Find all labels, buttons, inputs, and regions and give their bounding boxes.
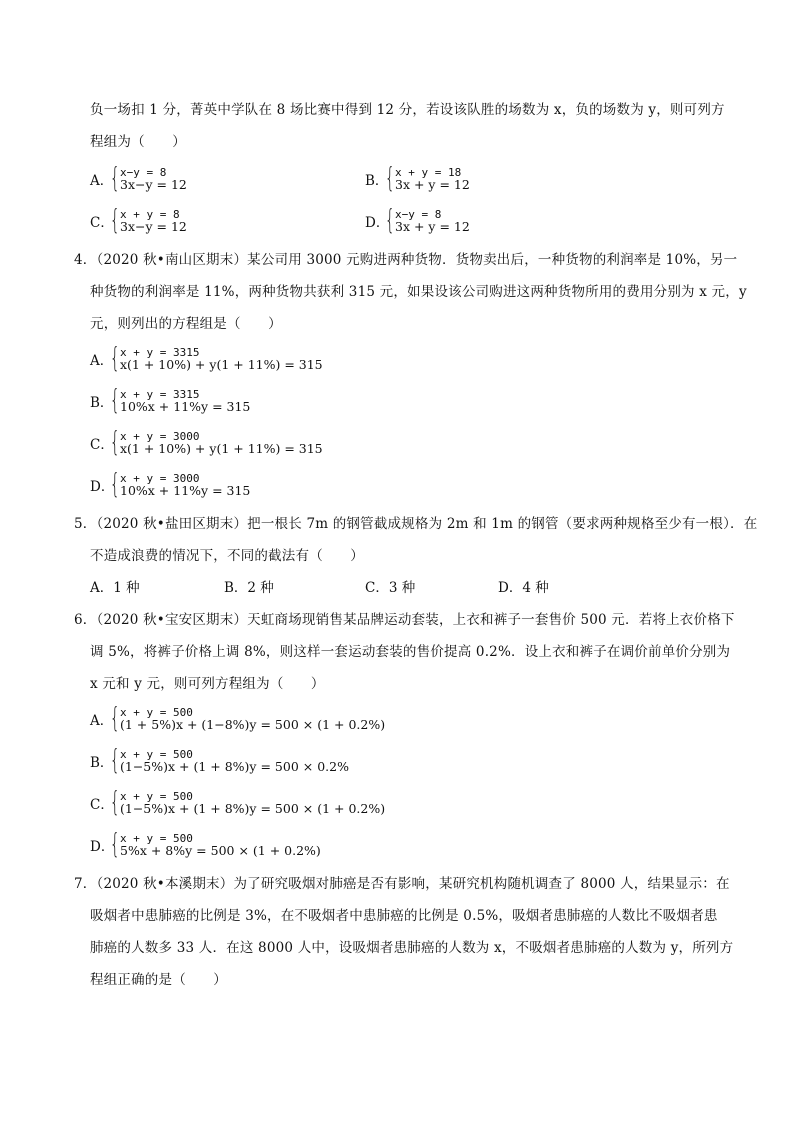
brace-icon: {	[110, 341, 120, 374]
equation-1: x + y = 3315	[120, 346, 200, 359]
equation-2: (1−5%)x + (1 + 8%)y = 500 × (1 + 0.2%)	[120, 801, 386, 816]
brace-icon: {	[385, 203, 395, 236]
option-label: A．	[90, 353, 114, 369]
equation-1: x + y = 8	[120, 208, 180, 221]
option-label: C．	[90, 437, 114, 453]
equation-1: x−y = 8	[395, 208, 442, 221]
q4-line-1: 4．（2020 秋•南山区期末）某公司用 3000 元购进两种货物．货物卖出后，一种货物的利润率是 10%，另一	[74, 252, 738, 268]
equation-1: x + y = 500	[120, 706, 193, 719]
option-label: A．	[90, 713, 114, 729]
equation-1: x−y = 8	[120, 166, 167, 179]
equation-1: x + y = 500	[120, 832, 193, 845]
equation-2: 3x−y = 12	[120, 219, 187, 234]
q5-choice-c[interactable]: C．3 种	[365, 580, 416, 596]
q5-choice-d[interactable]: D．4 种	[498, 580, 549, 596]
q5-line-2: 不造成浪费的情况下，不同的截法有（ ）	[90, 548, 364, 564]
q7-line-1: 7．（2020 秋•本溪期末）为了研究吸烟对肺癌是否有影响，某研究机构随机调查了 8000 人，结果显示：在	[74, 876, 730, 892]
equation-2: x(1 + 10%) + y(1 + 11%) = 315	[120, 357, 323, 372]
brace-icon: {	[110, 383, 120, 416]
option-label: B．	[90, 755, 114, 771]
q4-line-2: 种货物的利润率是 11%，两种货物共获利 315 元，如果设该公司购进这两种货物所用的费用分别为 x 元，y	[90, 284, 747, 300]
q6-line-1: 6．（2020 秋•宝安区期末）天虹商场现销售某品牌运动套装，上衣和裤子一套售价 500 元．若将上衣价格下	[74, 612, 735, 628]
brace-icon: {	[110, 467, 120, 500]
q6-line-2: 调 5%，将裤子价格上调 8%，则这样一套运动套装的售价提高 0.2%．设上衣和裤子在调价前单价分别为	[90, 644, 731, 660]
brace-icon: {	[110, 425, 120, 458]
brace-icon: {	[385, 161, 395, 194]
brace-icon: {	[110, 743, 120, 776]
brace-icon: {	[110, 161, 120, 194]
brace-icon: {	[110, 701, 120, 734]
equation-1: x + y = 18	[395, 166, 462, 179]
option-label: D．	[365, 215, 390, 231]
option-label: A．	[90, 173, 114, 189]
equation-1: x + y = 500	[120, 748, 193, 761]
equation-2: 10%x + 11%y = 315	[120, 399, 251, 414]
q7-line-3: 肺癌的人数多 33 人．在这 8000 人中，设吸烟者患肺癌的人数为 x，不吸烟者患肺癌的人数为 y，所列方	[90, 940, 734, 956]
q3-line-2: 程组为（ ）	[90, 134, 186, 150]
equation-2: x(1 + 10%) + y(1 + 11%) = 315	[120, 441, 323, 456]
equation-2: 3x + y = 12	[395, 219, 470, 234]
option-label: D．	[90, 479, 115, 495]
brace-icon: {	[110, 203, 120, 236]
q6-line-3: x 元和 y 元，则可列方程组为（ ）	[90, 676, 325, 692]
q5-choice-a[interactable]: A．1 种	[90, 580, 140, 596]
option-label: C．	[90, 797, 114, 813]
equation-1: x + y = 500	[120, 790, 193, 803]
q7-line-4: 程组正确的是（ ）	[90, 972, 227, 988]
q5-choice-b[interactable]: B．2 种	[224, 580, 274, 596]
equation-1: x + y = 3000	[120, 430, 200, 443]
equation-2: 10%x + 11%y = 315	[120, 483, 251, 498]
option-label: D．	[90, 839, 115, 855]
equation-2: (1−5%)x + (1 + 8%)y = 500 × 0.2%	[120, 759, 349, 774]
equation-1: x + y = 3000	[120, 472, 200, 485]
q5-line-1: 5．（2020 秋•盐田区期末）把一根长 7m 的钢管截成规格为 2m 和 1m 的钢管（要求两种规格至少有一根）．在	[74, 516, 758, 532]
equation-2: (1 + 5%)x + (1−8%)y = 500 × (1 + 0.2%)	[120, 717, 386, 732]
equation-2: 3x + y = 12	[395, 177, 470, 192]
q3-line-1: 负一场扣 1 分，菁英中学队在 8 场比赛中得到 12 分，若设该队胜的场数为 x，负的场数为 y，则可列方	[90, 102, 725, 118]
q4-line-3: 元，则列出的方程组是（ ）	[90, 316, 282, 332]
option-label: C．	[90, 215, 114, 231]
option-label: B．	[365, 173, 389, 189]
brace-icon: {	[110, 827, 120, 860]
equation-2: 5%x + 8%y = 500 × (1 + 0.2%)	[120, 843, 321, 858]
option-label: B．	[90, 395, 114, 411]
brace-icon: {	[110, 785, 120, 818]
equation-2: 3x−y = 12	[120, 177, 187, 192]
q7-line-2: 吸烟者中患肺癌的比例是 3%，在不吸烟者中患肺癌的比例是 0.5%，吸烟者患肺癌的人数比不吸烟者患	[90, 908, 718, 924]
equation-1: x + y = 3315	[120, 388, 200, 401]
